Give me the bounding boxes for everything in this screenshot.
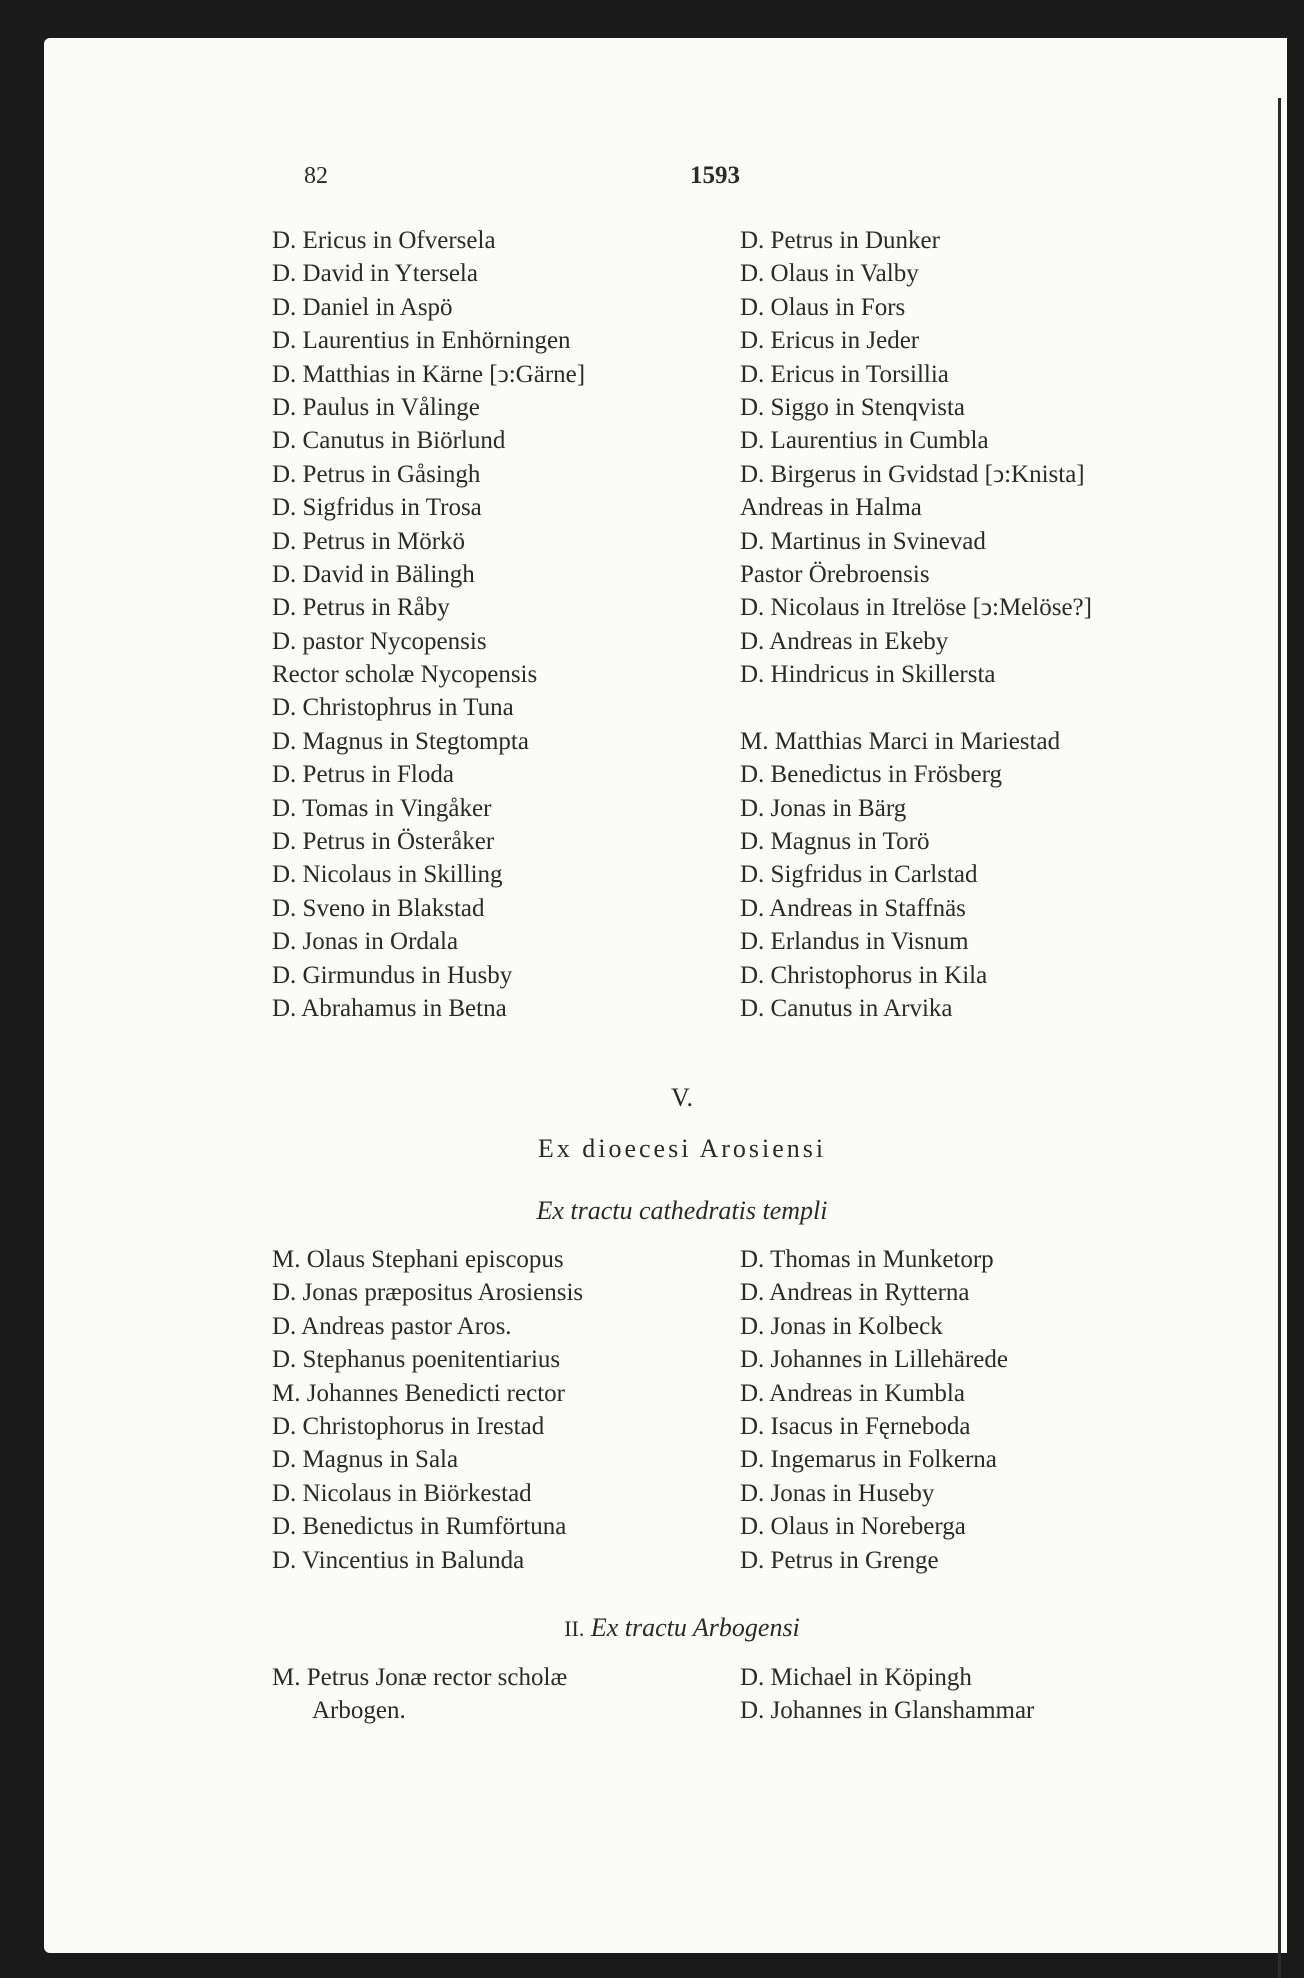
list-item: D. Andreas in Rytterna <box>740 1279 970 1307</box>
list-item: D. Canutus in Arvika <box>740 994 953 1022</box>
list-item: D. Siggo in Stenqvista <box>740 393 966 421</box>
list-item: D. Olaus in Noreberga <box>740 1513 966 1541</box>
list-item: Andreas in Halma <box>740 494 922 522</box>
list-item: M. Olaus Stephani episcopus <box>272 1246 564 1273</box>
list-item: D. Daniel in Aspö <box>272 293 453 321</box>
list-item: D. Paulus in Vålinge <box>272 393 480 421</box>
list-item: M. Johannes Benedicti rector <box>272 1379 565 1407</box>
block2-right-column <box>740 1243 1180 1577</box>
list-item: D. Petrus in Floda <box>272 761 454 789</box>
list-item: D. Andreas in Kumbla <box>740 1379 965 1407</box>
list-item: D. Christophrus in Tuna <box>272 694 514 722</box>
list-item: D. Benedictus in Frösberg <box>740 761 1003 789</box>
tract-heading-1: Ex tractu cathedratis templi <box>536 1196 828 1225</box>
section-numeral: V. <box>671 1083 693 1112</box>
list-item: D. David in Ytersela <box>272 260 478 288</box>
list-item: D. Nicolaus in Itrelöse [ↄ:Melöse?] <box>740 594 1092 622</box>
list-item: D. Andreas in Staffnäs <box>740 894 966 922</box>
list-item-continuation: Arbogen. <box>312 1697 406 1725</box>
list-item: D. Sigfridus in Trosa <box>272 494 482 522</box>
list-item: D. Isacus in Fęrneboda <box>740 1412 971 1440</box>
list-item: D. Petrus in Råby <box>272 594 450 622</box>
list-item: D. Michael in Köpingh <box>740 1664 972 1691</box>
block1-left-column <box>272 224 712 1025</box>
list-item: D. pastor Nycopensis <box>272 627 487 655</box>
running-head-year: 1593 <box>690 162 740 189</box>
list-item: D. Johannes in Glanshammar <box>740 1697 1035 1725</box>
list-item: D. Birgerus in Gvidstad [ↄ:Knista] <box>740 460 1085 488</box>
list-item: D. Jonas in Bärg <box>740 794 907 822</box>
block1-right-column <box>740 224 1180 1025</box>
list-item: D. Olaus in Fors <box>740 293 906 321</box>
list-item: D. Vincentius in Balunda <box>272 1546 525 1574</box>
list-item: D. Matthias in Kärne [ↄ:Gärne] <box>272 360 586 388</box>
list-item: D. Sigfridus in Carlstad <box>740 861 978 889</box>
block2-left-column <box>272 1243 712 1577</box>
list-item: M. Matthias Marci in Mariestad <box>740 727 1061 755</box>
list-item: D. Christophorus in Kila <box>740 961 988 989</box>
tract-title: Ex tractu Arbogensi <box>590 1613 800 1642</box>
list-item: D. Olaus in Valby <box>740 260 919 288</box>
list-item: D. Martinus in Svinevad <box>740 527 986 555</box>
list-item: D. Nicolaus in Biörkestad <box>272 1479 532 1507</box>
list-item: Pastor Örebroensis <box>740 560 930 588</box>
list-item: D. Benedictus in Rumförtuna <box>272 1513 567 1541</box>
list-item: D. Jonas in Huseby <box>740 1479 935 1507</box>
list-item: D. Ericus in Torsillia <box>740 360 949 388</box>
list-item: D. Petrus in Österåker <box>272 828 495 856</box>
list-item: D. Laurentius in Enhörningen <box>272 327 571 355</box>
list-item: D. Magnus in Torö <box>740 828 930 856</box>
block3-right-column <box>740 1661 1180 1728</box>
list-item: D. Jonas in Kolbeck <box>740 1312 943 1340</box>
diocese-heading: Ex dioecesi Arosiensi <box>537 1134 827 1163</box>
list-item: D. Jonas præpositus Arosiensis <box>272 1279 584 1307</box>
list-item: D. Petrus in Grenge <box>740 1546 939 1574</box>
list-item: D. Laurentius in Cumbla <box>740 427 989 455</box>
list-item: D. Nicolaus in Skilling <box>272 861 503 889</box>
list-item: D. Magnus in Stegtompta <box>272 727 529 755</box>
list-item: D. David in Bälingh <box>272 560 475 588</box>
list-item: D. Petrus in Gåsingh <box>272 460 481 488</box>
list-item: D. Johannes in Lillehärede <box>740 1346 1008 1374</box>
list-item: D. Ingemarus in Folkerna <box>740 1446 997 1474</box>
list-item: D. Abrahamus in Betna <box>272 994 507 1022</box>
list-item: D. Andreas in Ekeby <box>740 627 949 655</box>
list-item: D. Erlandus in Visnum <box>740 928 969 956</box>
list-item: D. Jonas in Ordala <box>272 928 459 956</box>
list-item: D. Ericus in Jeder <box>740 327 920 355</box>
list-item: D. Ericus in Ofversela <box>272 227 496 254</box>
tract-number: II. <box>564 1616 585 1641</box>
list-item: D. Tomas in Vingåker <box>272 794 492 822</box>
list-item: D. Girmundus in Husby <box>272 961 513 989</box>
list-item: D. Andreas pastor Aros. <box>272 1312 512 1340</box>
list-item: D. Petrus in Dunker <box>740 227 940 254</box>
block3-left-column <box>272 1661 712 1728</box>
page-edge-shadow <box>1278 98 1281 1978</box>
list-item: D. Thomas in Munketorp <box>740 1246 994 1273</box>
list-item: Rector scholæ Nycopensis <box>272 661 538 689</box>
list-item: D. Petrus in Mörkö <box>272 527 466 555</box>
page-number: 82 <box>304 163 328 189</box>
list-spacer <box>740 691 1180 724</box>
list-item: D. Sveno in Blakstad <box>272 894 485 922</box>
list-item: M. Petrus Jonæ rector scholæ <box>272 1664 568 1691</box>
list-item: D. Christophorus in Irestad <box>272 1412 545 1440</box>
list-item: D. Hindricus in Skillersta <box>740 661 996 689</box>
list-item: D. Canutus in Biörlund <box>272 427 506 455</box>
tract-heading-2 <box>0 1613 1304 1644</box>
list-item: D. Stephanus poenitentiarius <box>272 1346 561 1374</box>
list-item: D. Magnus in Sala <box>272 1446 459 1474</box>
